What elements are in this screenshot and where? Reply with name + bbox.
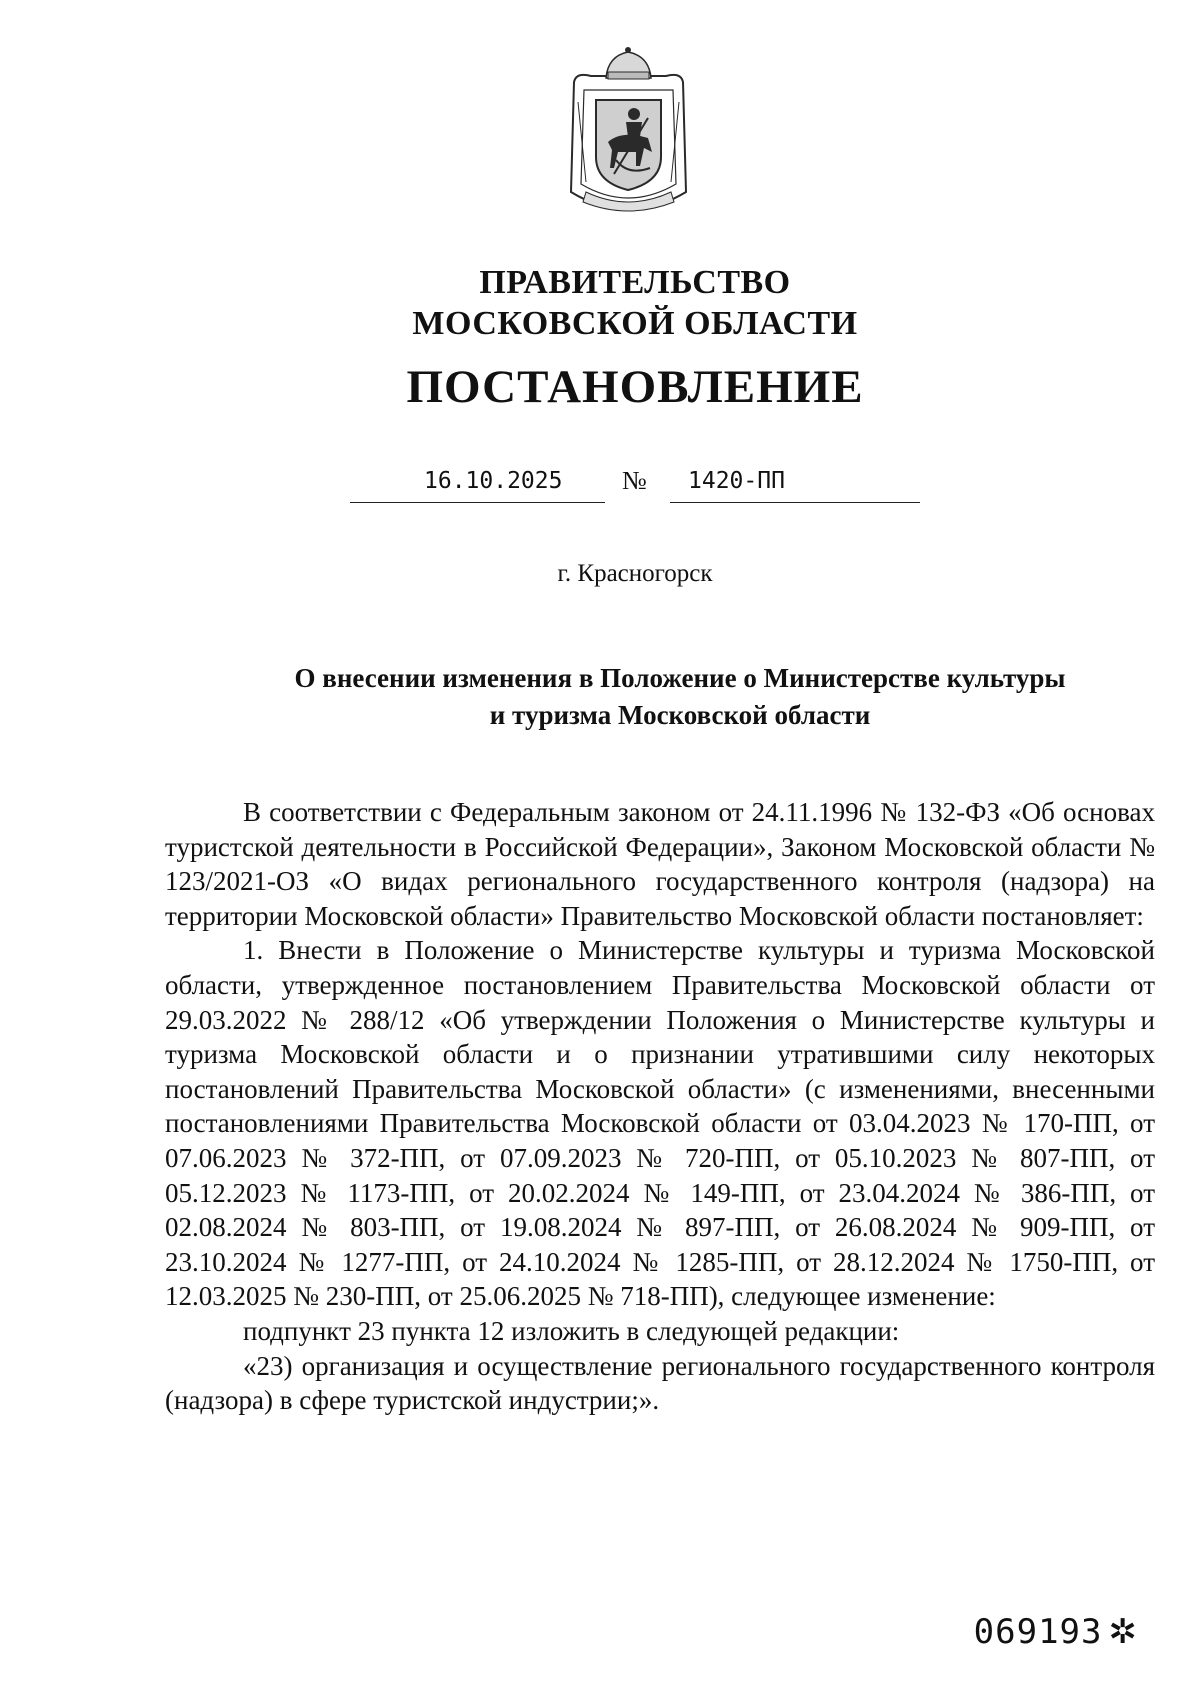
government-name bbox=[0, 262, 1200, 344]
decree-date-field bbox=[350, 462, 605, 503]
new-text-paragraph: «23) организация и осуществление регионального государственного контроля (надзора) в сфере туристской индустрии;». bbox=[165, 1350, 1155, 1416]
decree-subject bbox=[240, 660, 1120, 734]
number-sign bbox=[622, 462, 666, 502]
government-line-2: МОСКОВСКОЙ ОБЛАСТИ bbox=[412, 305, 858, 342]
instruction-paragraph: подпункт 23 пункта 12 изложить в следующей редакции: bbox=[243, 1315, 900, 1346]
decree-date: 16.10.2025 bbox=[424, 468, 563, 494]
serial-number bbox=[974, 1612, 1138, 1652]
subject-line-2: и туризма Московской области bbox=[489, 700, 871, 730]
government-line-1: ПРАВИТЕЛЬСТВО bbox=[479, 264, 791, 301]
item-1-paragraph: 1. Внести в Положение о Министерстве культуры и туризма Московской области, утвержденное постановлением Правительства Московской области от 29.03.2022 № 288/12 «Об утверждении Положения о Министерстве культуры и туризма Московской области и о признании утратившими силу некоторых постановлений Правительства Московской области» (с изменениями, внесенными постановлениями Правительства Московской области от 03.04.2023 № 170-ПП, от 07.06.2023 № 372-ПП, от 07.09.2023 № 720-ПП, от 05.10.2023 № 807-ПП, от 05.12.2023 № 1173-ПП, от 20.02.2024 № 149-ПП, от 23.04.2024 № 386-ПП, от 02.08.2024 № 803-ПП, от 19.08.2024 № 897-ПП, от 26.08.2024 № 909-ПП, от 23.10.2024 № 1277-ПП, от 24.10.2024 № 1285-ПП, от 28.12.2024 № 1750-ПП, от 12.03.2025 № 230-ПП, от 25.06.2025 № 718-ПП), следующее изменение: bbox=[165, 935, 1155, 1312]
issue-city: г. Красногорск bbox=[557, 560, 713, 587]
decree-number-field bbox=[670, 462, 920, 503]
decree-body bbox=[165, 795, 1155, 1418]
number-sign-text: № bbox=[622, 466, 647, 495]
decree-number: 1420-ПП bbox=[688, 468, 785, 494]
subject-line-1: О внесении изменения в Положение о Министерстве культуры bbox=[294, 663, 1066, 693]
serial-number-text: 069193 bbox=[973, 1612, 1103, 1652]
asterisk-icon: ✲ bbox=[1108, 1612, 1138, 1652]
preamble-paragraph: В соответствии с Федеральным законом от 24.11.1996 № 132-ФЗ «Об основах туристской деятельности в Российской Федерации», Законом Московской области № 123/2021-ОЗ «О видах регионального государственного контроля (надзора) на территории Московской области» Правительство Московской области постановляет: bbox=[165, 797, 1155, 931]
coat-of-arms-emblem bbox=[556, 42, 701, 217]
document-type-title: ПОСТАНОВЛЕНИЕ bbox=[406, 361, 864, 413]
